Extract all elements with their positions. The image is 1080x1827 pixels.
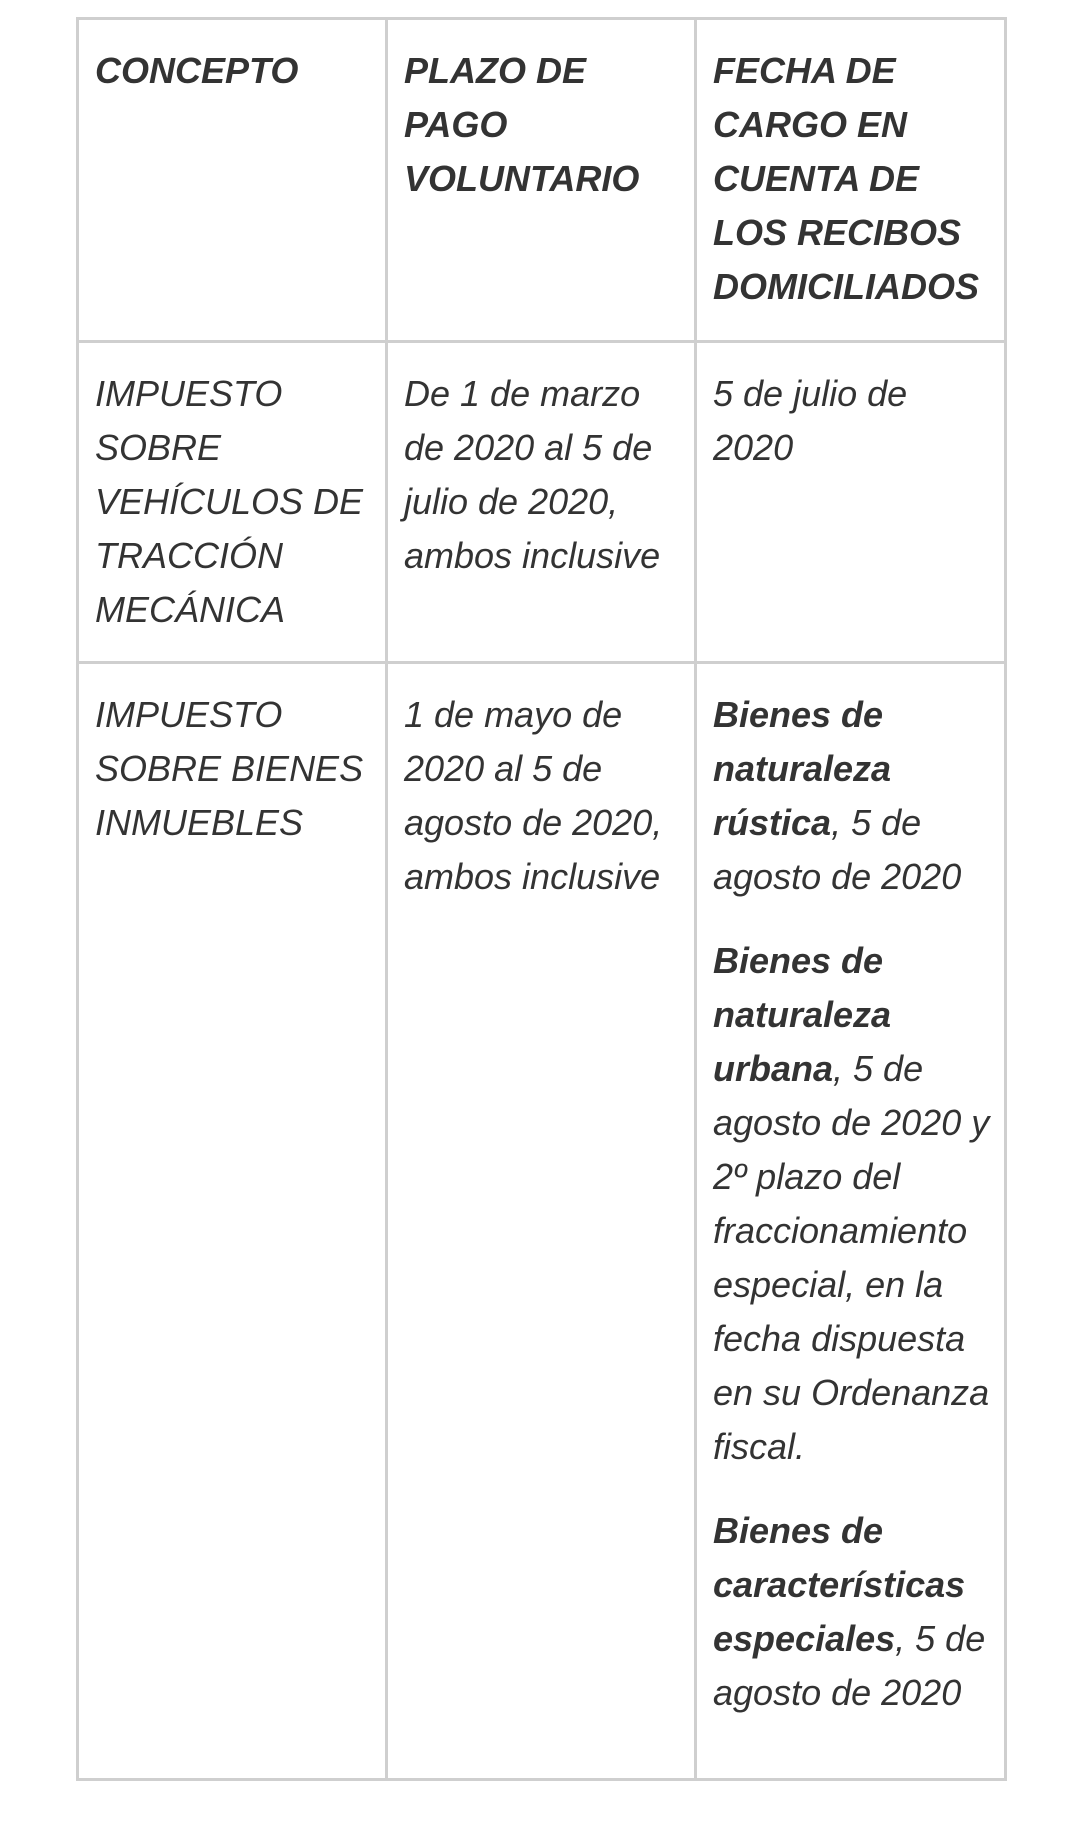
table-row (78, 342, 1006, 663)
cell-fecha (696, 663, 1006, 1780)
header-concepto: CONCEPTO (78, 19, 387, 342)
cargo-especiales-text: , 5 de agosto de 2020 (713, 1618, 986, 1713)
header-plazo-pago: PLAZO DE PAGO VOLUNTARIO (387, 19, 696, 342)
cargo-urbana (713, 934, 990, 1474)
cell-concepto: IMPUESTO SOBRE BIENES INMUEBLES (78, 663, 387, 1780)
cargo-especiales (713, 1504, 990, 1720)
cargo-rustica-text: , 5 de agosto de 2020 (713, 802, 962, 897)
cargo-urbana-label: Bienes de naturaleza urbana (713, 940, 892, 1089)
table-header-row (78, 19, 1006, 342)
cell-concepto: IMPUESTO SOBRE VEHÍCULOS DE TRACCIÓN MECÁNICA (78, 342, 387, 663)
cell-plazo: De 1 de marzo de 2020 al 5 de julio de 2020, ambos inclusive (387, 342, 696, 663)
cell-plazo: 1 de mayo de 2020 al 5 de agosto de 2020, ambos inclusive (387, 663, 696, 1780)
tax-calendar-table (76, 17, 1007, 1781)
cargo-rustica (713, 688, 990, 904)
table-row (78, 663, 1006, 1780)
cargo-rustica-label: Bienes de naturaleza rústica (713, 694, 892, 843)
cell-fecha: 5 de julio de 2020 (696, 342, 1006, 663)
cargo-especiales-label: Bienes de características especiales (713, 1510, 966, 1659)
cargo-urbana-text: , 5 de agosto de 2020 y 2º plazo del fraccionamiento especial, en la fecha dispuesta en su Ordenanza fiscal. (713, 1048, 990, 1467)
header-fecha-cargo: FECHA DE CARGO EN CUENTA DE LOS RECIBOS DOMICILIADOS (696, 19, 1006, 342)
